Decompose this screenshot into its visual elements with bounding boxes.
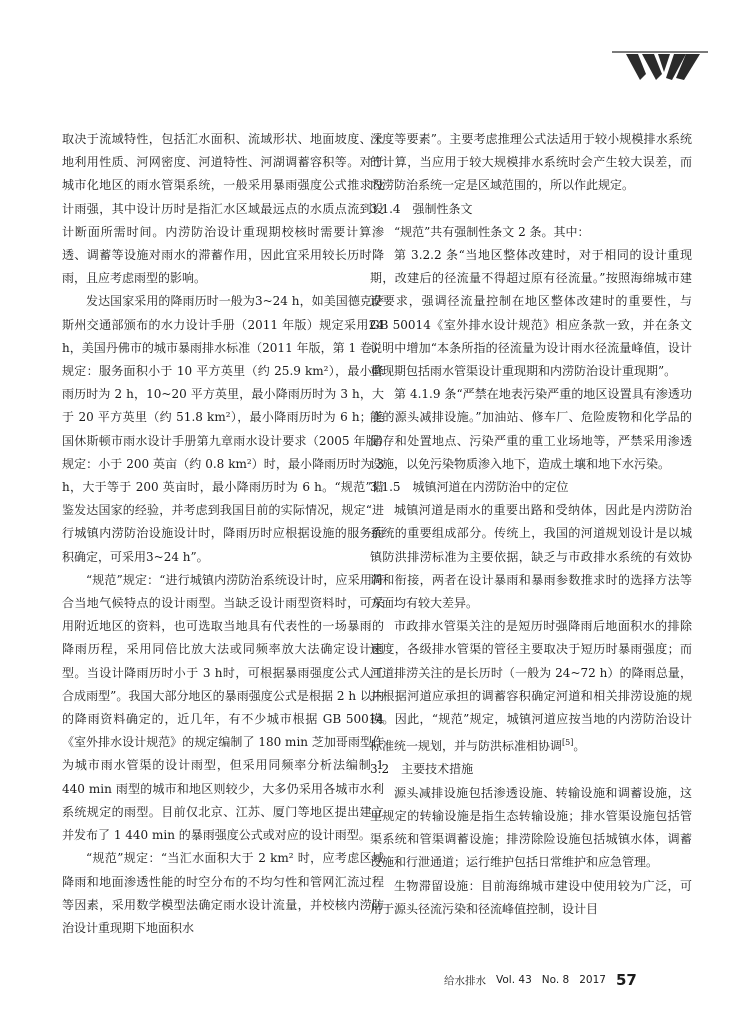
paragraph-text: 市政排水管渠关注的是短历时强降雨后地面积水的排除速度，各级排水管渠的管径主要取决于短历时暴雨强度；而河道排涝关注的是长历时（一般为 24~72 h）的降雨总量，并根据河道应承担的调蓄容积确定河道和相关排涝设施的规模。因此，“规范”规定，城镇河道应按当地的内涝防治设计标准统一规划，并与防洪标准相协调: [370, 619, 692, 754]
page-footer: [444, 969, 660, 991]
page-number: 57: [615, 971, 637, 989]
right-paragraph-2: “规范”共有强制性条文 2 条。其中：: [394, 224, 590, 239]
right-paragraph-8: 生物滞留设施：目前海绵城市建设中使用较为广泛，可用于源头径流污染和径流峰值控制，设计目: [370, 878, 692, 916]
journal-number: No. 8: [541, 974, 570, 986]
right-paragraph-5: 城镇河道是雨水的重要出路和受纳体，因此是内涝防治系统的重要组成部分。传统上，我国的河道规划设计是以城镇防洪排涝标准为主要依据，缺乏与市政排水系统的有效协调和衔接，两者在设计暴雨和暴雨参数推求时的选择方法等方面均有较大差异。: [370, 503, 692, 611]
section-heading-3-1-5: 3.1.5 城镇河道在内涝防治中的定位: [370, 480, 569, 495]
left-paragraph-2: 发达国家采用的降雨历时一般为3~24 h，如美国德克萨斯州交通部颁布的水力设计手册（2011 年版）规定采用24 h，美国丹佛市的城市暴雨排水标准（2011 年版，第 1 卷）规定：服务面积小于 10 平方英里（约 25.9 km²），最小降雨历时为 2 h，10~20 平方英里，最小降雨历时为 3 h，大于 20 平方英里（约 51.8 km²），最小降雨历时为 6 h；美国休斯顿市雨水设计手册第九章雨水设计要求（2005 年版）规定：小于 200 英亩（约 0.8 km²）时，最小降雨历时为 3 h，大于等于 200 英亩时，最小降雨历时为 6 h。“规范”借鉴发达国家的经验，并考虑到我国目前的实际情况，规定“进行城镇内涝防治设施设计时，降雨历时应根据设施的服务面积确定，可采用3~24 h”。: [62, 294, 384, 564]
double-w-logo-icon: [612, 52, 708, 80]
section-heading-3-1-4: 3.1.4 强制性条文: [370, 201, 473, 216]
journal-name: 给水排水: [444, 974, 486, 987]
journal-logo: [612, 42, 708, 84]
journal-year: 2017: [579, 974, 606, 986]
citation-reference: [5]: [562, 738, 574, 748]
left-paragraph-1: 取决于流域特性，包括汇水面积、流域形状、地面坡度、土地利用性质、河网密度、河道特性、河湖调蓄容积等。对于城市化地区的雨水管渠系统，一般采用暴雨强度公式推求设计雨强，其中设计历时是指汇水区域最远点的水质点流到设计断面所需时间。内涝防治设计重现期校核时需要计算渗透、调蓄等设施对雨水的滞蓄作用，因此宜采用较长历时降雨，且应考虑雨型的影响。: [62, 132, 384, 286]
right-paragraph-7: 源头减排设施包括渗透设施、转输设施和调蓄设施，这里规定的转输设施是指生态转输设施；排水管渠设施包括管渠系统和管渠调蓄设施；排涝除险设施包括城镇水体，调蓄设施和行泄通道；运行维护包括日常维护和应急管理。: [370, 785, 692, 870]
right-paragraph-4: 第 4.1.9 条“严禁在地表污染严重的地区设置具有渗透功能的源头减排设施。”加油站、修车厂、危险废物和化学品的储存和处置地点、污染严重的重工业场地等，严禁采用渗透设施，以免污染物质渗入地下，造成土壤和地下水污染。: [370, 387, 692, 471]
left-paragraph-3: “规范”规定：“进行城镇内涝防治系统设计时，应采用符合当地气候特点的设计雨型。当缺乏设计雨型资料时，可采用附近地区的资料，也可选取当地具有代表性的一场暴雨的降雨历程，采用同倍比放大法或同频率放大法确定设计雨型。当设计降雨历时小于 3 h时，可根据暴雨强度公式人工合成雨型”。我国大部分地区的暴雨强度公式是根据 2 h 以内的降雨资料确定的，近几年，有不少城市根据 GB 50014《室外排水设计规范》的规定编制了 180 min 芝加哥雨型作为城市雨水管渠的设计雨型，但采用同频率分析法编制 1 440 min 雨型的城市和地区则较少，大多仍采用各城市水利系统规定的雨型。目前仅北京、江苏、厦门等地区提出建立并发布了 1 440 min 的暴雨强度公式或对应的设计雨型。: [62, 572, 384, 843]
right-paragraph-1: 深度等要素”。主要考虑推理公式法适用于较小规模排水系统的计算，当应用于较大规模排水系统时会产生较大误差，而内涝防治系统一定是区域范围的，所以作此规定。: [370, 132, 692, 193]
section-heading-3-2: 3.2 主要技术措施: [370, 762, 474, 777]
right-paragraph-3: 第 3.2.2 条“当地区整体改建时，对于相同的设计重现期，改建后的径流量不得超过原有径流量。”按照海绵城市建设要求，强调径流量控制在地区整体改建时的重要性，与 GB 50014《室外排水设计规范》相应条款一致，并在条文说明中增加“本条所指的径流量为设计雨水径流量峰值，设计重现期包括雨水管渠设计重现期和内涝防治设计重现期”。: [370, 248, 692, 379]
right-paragraph-6: [370, 615, 692, 758]
left-column: [62, 128, 384, 940]
journal-volume: Vol. 43: [496, 974, 532, 986]
right-column: [370, 128, 692, 921]
paragraph-end: 。: [573, 739, 586, 754]
left-paragraph-4: “规范”规定：“当汇水面积大于 2 km² 时，应考虑区域降雨和地面渗透性能的时空分布的不均匀性和管网汇流过程等因素，采用数学模型法确定雨水设计流量，并校核内涝防治设计重现期下地面积水: [62, 851, 384, 935]
